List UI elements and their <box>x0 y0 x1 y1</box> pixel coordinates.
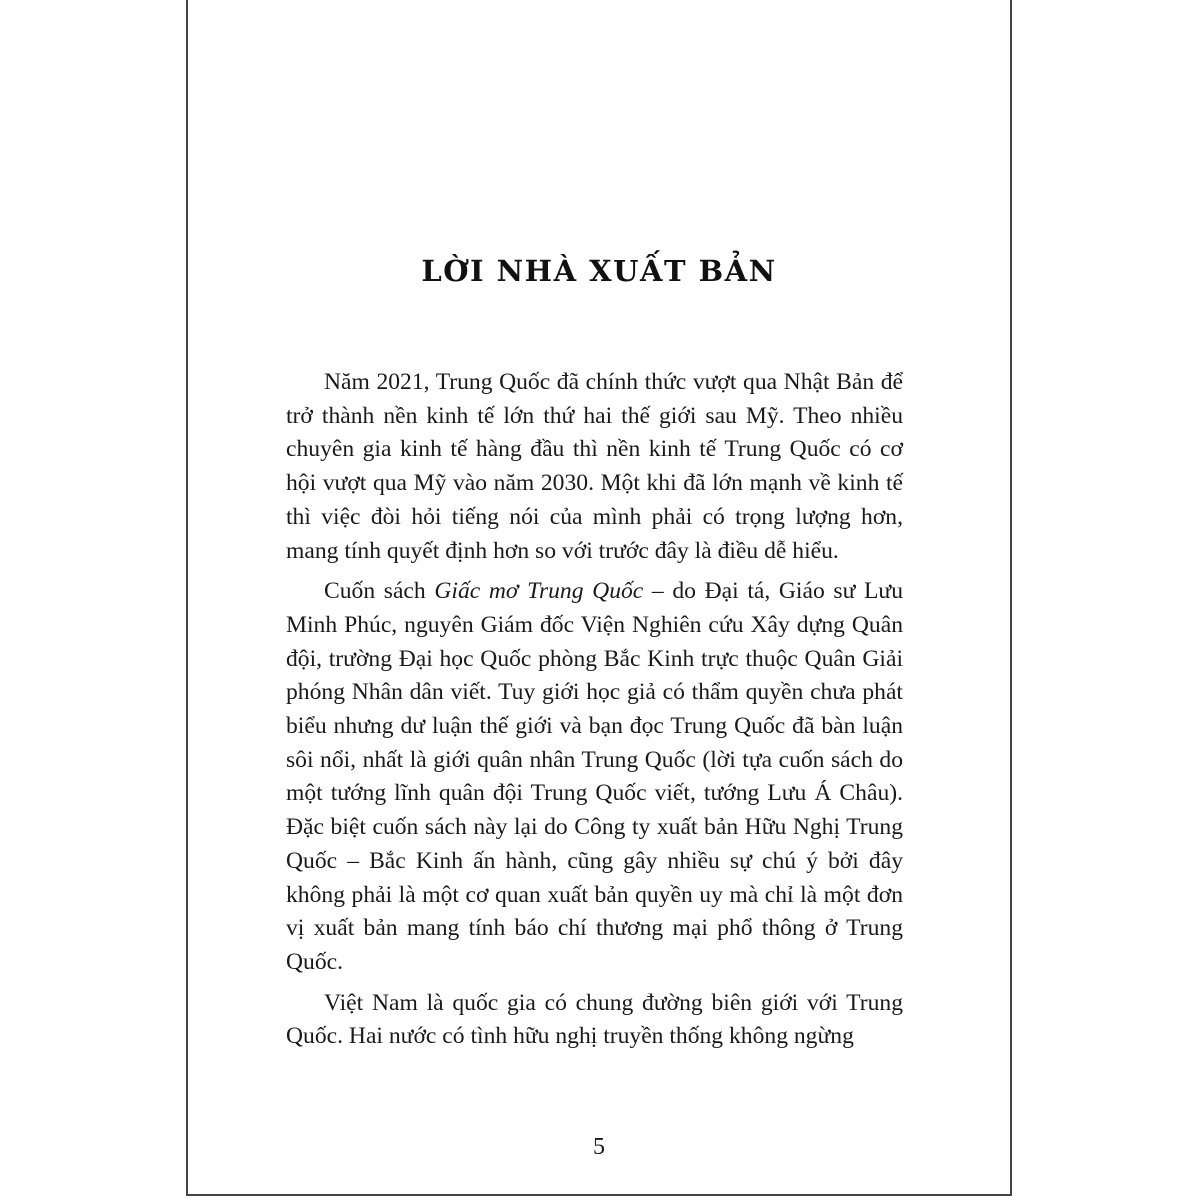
book-page <box>186 0 1012 1196</box>
paragraph-3 <box>286 987 903 1054</box>
paragraph-2-text-rest: – do Đại tá, Giáo sư Lưu Minh Phúc, nguyên Giám đốc Viện Nghiên cứu Xây dựng Quân đội, trường Đại học Quốc phòng Bắc Kinh trực thuộc Quân Giải phóng Nhân dân viết. Tuy giới học giả có thẩm quyền chưa phát biểu nhưng dư luận thế giới và bạn đọc Trung Quốc đã bàn luận sôi nổi, nhất là giới quân nhân Trung Quốc (lời tựa cuốn sách do một tướng lĩnh quân đội Trung Quốc viết, tướng Lưu Á Châu). Đặc biệt cuốn sách này lại do Công ty xuất bản Hữu Nghị Trung Quốc – Bắc Kinh ấn hành, cũng gây nhiều sự chú ý bởi đây không phải là một cơ quan xuất bản quyền uy mà chỉ là một đơn vị xuất bản mang tính báo chí thương mại phổ thông ở Trung Quốc. <box>286 578 904 975</box>
body-text <box>286 366 903 1061</box>
paragraph-2 <box>286 575 903 979</box>
paragraph-1-text: Năm 2021, Trung Quốc đã chính thức vượt qua Nhật Bản để trở thành nền kinh tế lớn thứ hai thế giới sau Mỹ. Theo nhiều chuyên gia kinh tế hàng đầu thì nền kinh tế Trung Quốc có cơ hội vượt qua Mỹ vào năm 2030. Một khi đã lớn mạnh về kinh tế thì việc đòi hỏi tiếng nói của mình phải có trọng lượng hơn, mang tính quyết định hơn so với trước đây là điều dễ hiểu. <box>286 369 903 564</box>
page-title: LỜI NHÀ XUẤT BẢN <box>421 254 777 288</box>
page-number: 5 <box>593 1134 605 1160</box>
paragraph-1 <box>286 366 903 568</box>
paragraph-3-text: Việt Nam là quốc gia có chung đường biên giới với Trung Quốc. Hai nước có tình hữu nghị truyền thống không ngừng <box>286 989 903 1050</box>
book-title-italic: Giấc mơ Trung Quốc <box>434 578 644 605</box>
paragraph-2-text-start: Cuốn sách <box>324 578 435 605</box>
